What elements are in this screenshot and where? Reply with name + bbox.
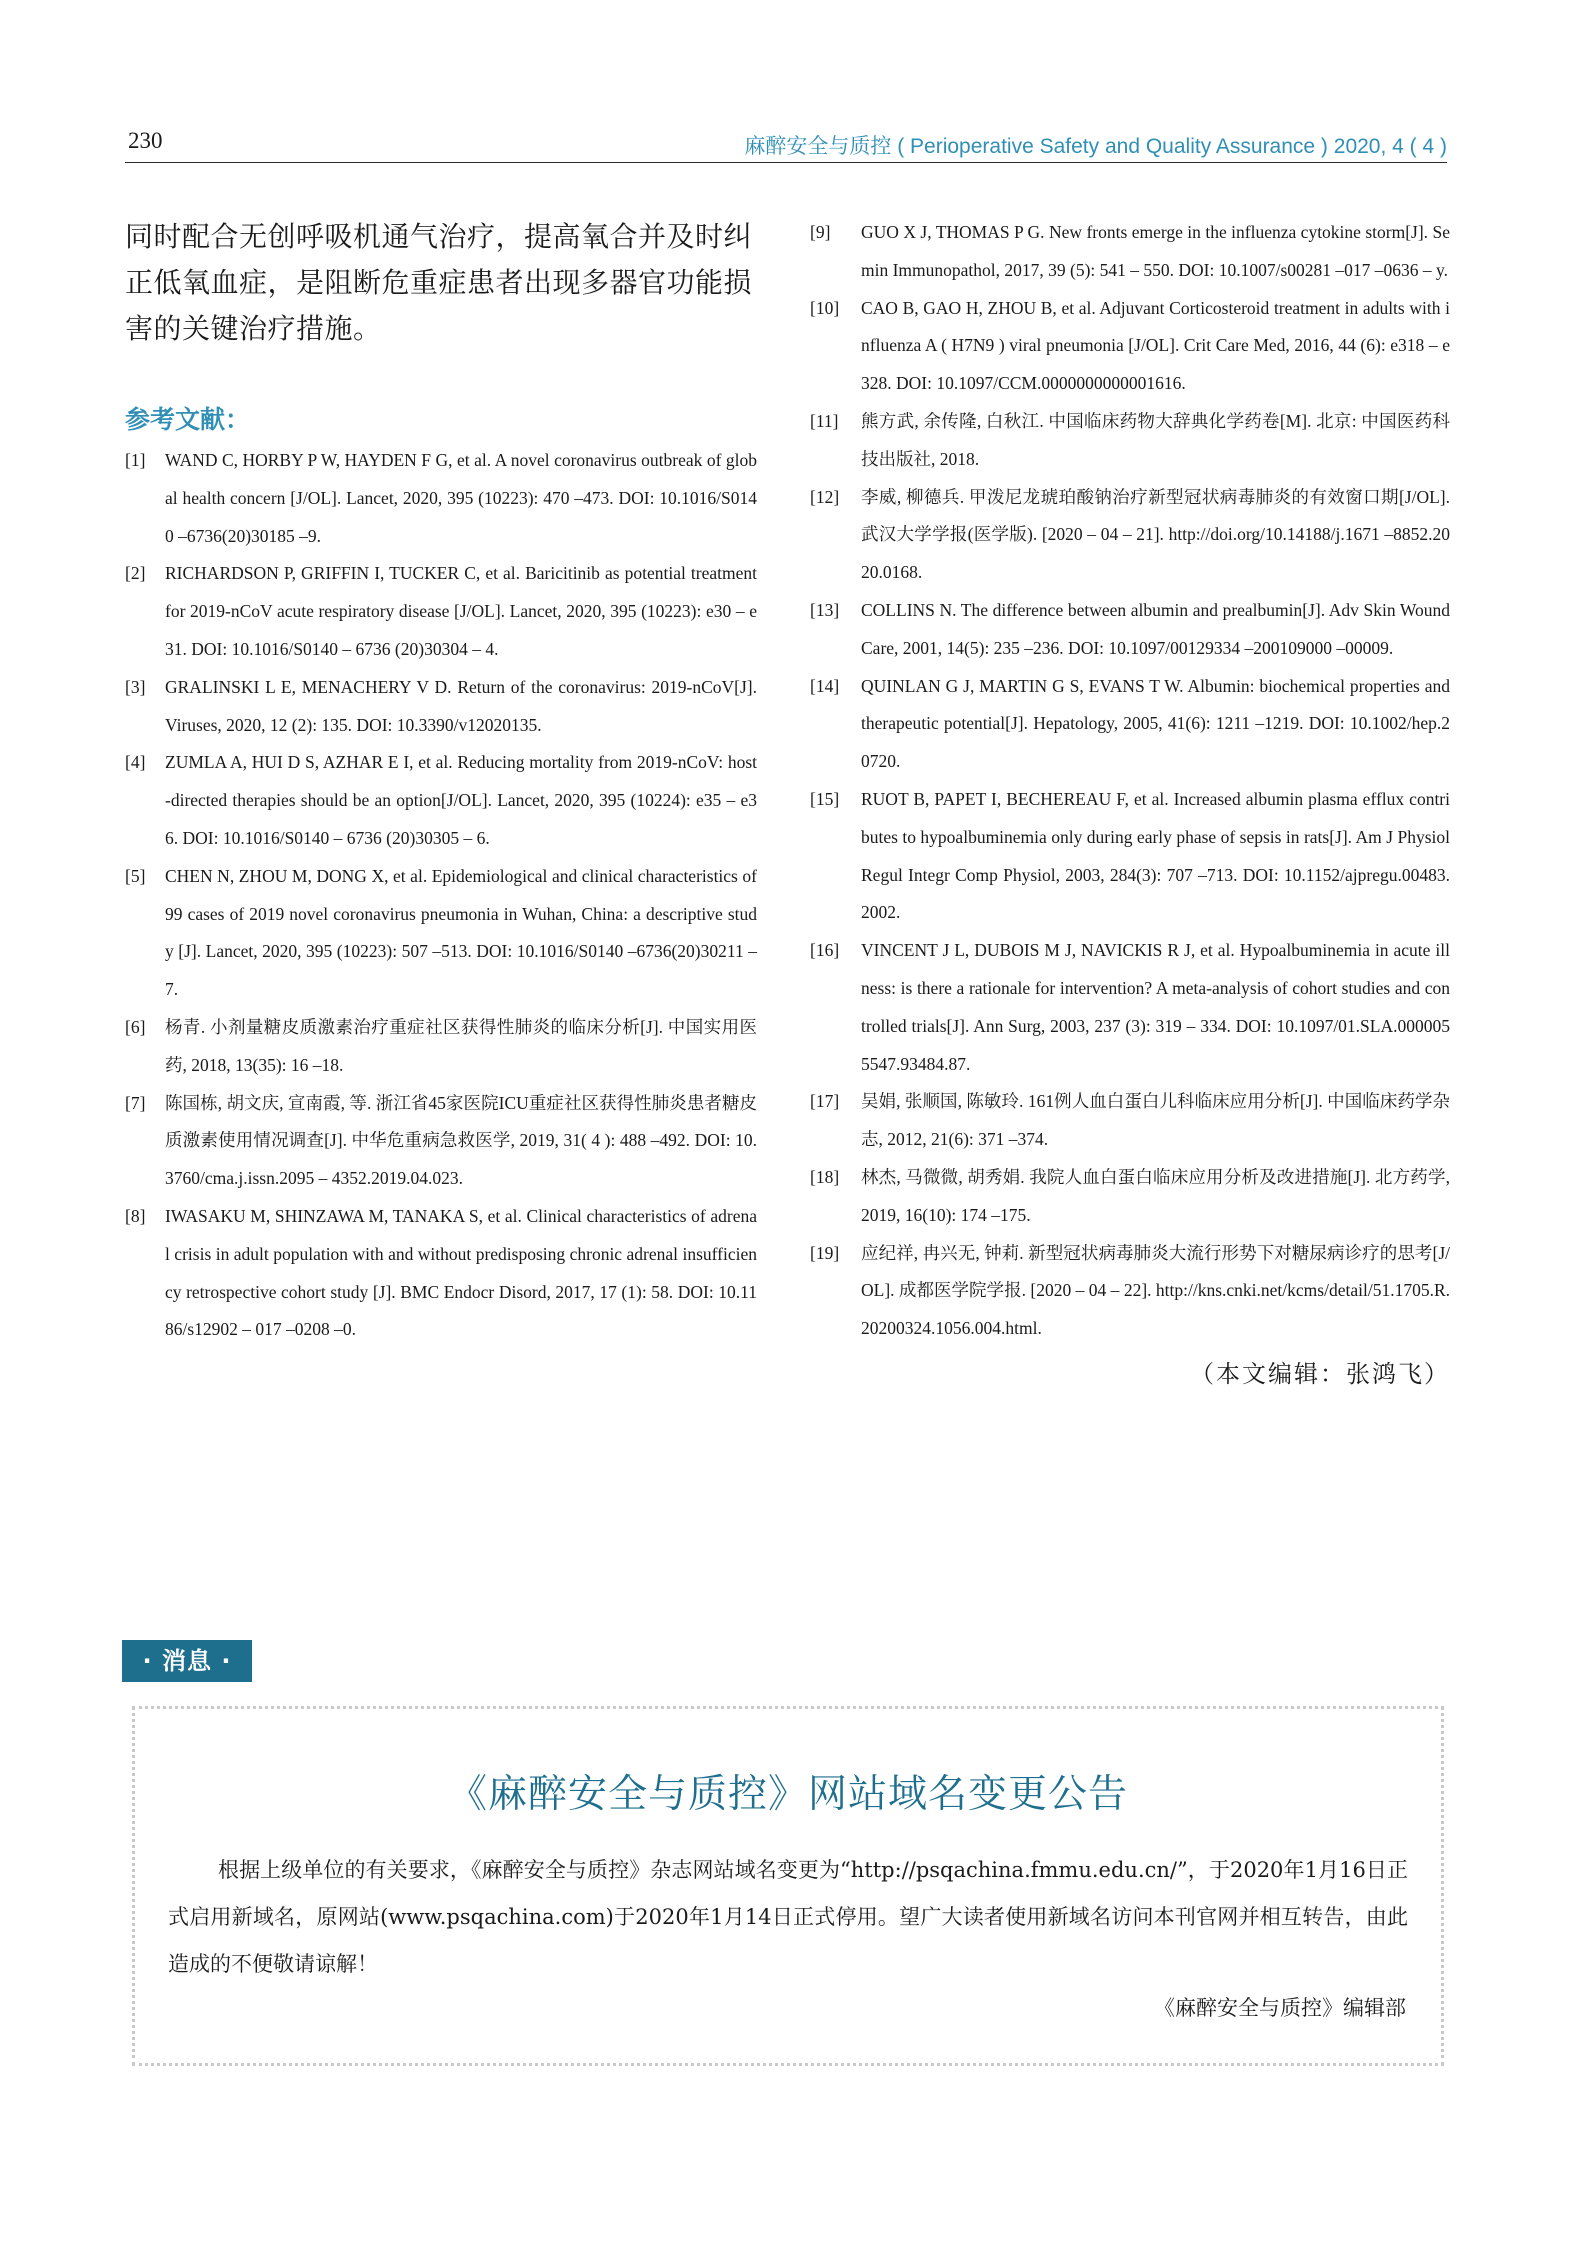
reference-text: 吴娟, 张顺国, 陈敏玲. 161例人血白蛋白儿科临床应用分析[J]. 中国临床药学杂志, 2012, 21(6): 371 –374. <box>861 1091 1450 1150</box>
page-header <box>125 118 1447 163</box>
left-column <box>125 214 757 1349</box>
reference-item <box>810 932 1450 1083</box>
reference-text: 陈国栋, 胡文庆, 宣南霞, 等. 浙江省45家医院ICU重症社区获得性肺炎患者糖皮质激素使用情况调查[J]. 中华危重病急救医学, 2019, 31( 4 ): 488 –492. DOI: 10.3760/cma.j.issn.2095 – 4352.2019.04.023. <box>165 1092 757 1189</box>
reference-number: [7] <box>125 1092 146 1113</box>
reference-item <box>810 668 1450 781</box>
reference-item <box>810 403 1450 479</box>
reference-item <box>125 858 757 1009</box>
reference-text: IWASAKU M, SHINZAWA M, TANAKA S, et al. Clinical characteristics of adrenal crisis in adult population with and without predisposing chronic adrenal insufficiency retrospective cohort study [J]. BMC Endocr Disord, 2017, 17 (1): 58. DOI: 10.1186/s12902 – 017 –0208 –0. <box>165 1205 757 1340</box>
reference-number: [5] <box>125 865 146 886</box>
reference-item <box>810 1235 1450 1348</box>
reference-text: 应纪祥, 冉兴无, 钟莉. 新型冠状病毒肺炎大流行形势下对糖尿病诊疗的思考[J/OL]. 成都医学院学报. [2020 – 04 – 22]. http://kns.cnki.net/kcms/detail/51.1705.R.20200324.1056.004.html. <box>861 1242 1450 1339</box>
reference-list-left <box>125 442 757 1349</box>
reference-number: [6] <box>125 1016 146 1037</box>
reference-item <box>125 744 757 857</box>
reference-number: [3] <box>125 676 146 697</box>
notice-body: 根据上级单位的有关要求，《麻醉安全与质控》杂志网站域名变更为“http://psqachina.fmmu.edu.cn/”，于2020年1月16日正式启用新域名，原网站(www.psqachina.com)于2020年1月14日正式停用。望广大读者使用新域名访问本刊官网并相互转告，由此造成的不便敬请谅解！ <box>168 1858 1408 1976</box>
notice-box <box>132 1706 1444 2066</box>
reference-item <box>810 592 1450 668</box>
reference-number: [10] <box>810 297 840 318</box>
news-tag: · 消息 · <box>122 1640 252 1682</box>
reference-number: [15] <box>810 788 840 809</box>
reference-number: [14] <box>810 675 840 696</box>
reference-text: CHEN N, ZHOU M, DONG X, et al. Epidemiological and clinical characteristics of 99 cases of 2019 novel coronavirus pneumonia in Wuhan, China: a descriptive study [J]. Lancet, 2020, 395 (10223): 507 –513. DOI: 10.1016/S0140 –6736(20)30211 –7. <box>165 865 757 1000</box>
reference-item <box>810 290 1450 403</box>
right-column <box>810 214 1450 1389</box>
reference-number: [17] <box>810 1091 840 1112</box>
reference-item <box>810 1083 1450 1159</box>
reference-number: [8] <box>125 1205 146 1226</box>
reference-text: ZUMLA A, HUI D S, AZHAR E I, et al. Reducing mortality from 2019-nCoV: host-directed therapies should be an option[J/OL]. Lancet, 2020, 395 (10224): e35 – e36. DOI: 10.1016/S0140 – 6736 (20)30305 – 6. <box>165 752 757 848</box>
intro-paragraph: 同时配合无创呼吸机通气治疗，提高氧合并及时纠正低氧血症，是阻断危重症患者出现多器官功能损害的关键治疗措施。 <box>125 220 753 345</box>
reference-item <box>125 1009 757 1085</box>
reference-text: RUOT B, PAPET I, BECHEREAU F, et al. Increased albumin plasma efflux contributes to hypoalbuminemia only during early phase of sepsis in rats[J]. Am J Physiol Regul Integr Comp Physiol, 2003, 284(3): 707 –713. DOI: 10.1152/ajpregu.00483.2002. <box>861 788 1450 923</box>
reference-text: COLLINS N. The difference between albumin and prealbumin[J]. Adv Skin Wound Care, 2001, 14(5): 235 –236. DOI: 10.1097/00129334 –200109000 –00009. <box>861 599 1450 658</box>
reference-item <box>810 214 1450 290</box>
reference-item <box>810 781 1450 932</box>
reference-item <box>810 1159 1450 1235</box>
reference-text: GRALINSKI L E, MENACHERY V D. Return of the coronavirus: 2019-nCoV[J]. Viruses, 2020, 12 (2): 135. DOI: 10.3390/v12020135. <box>165 676 757 735</box>
reference-text: 熊方武, 余传隆, 白秋江. 中国临床药物大辞典化学药卷[M]. 北京: 中国医药科技出版社, 2018. <box>861 410 1450 469</box>
notice-title: 《麻醉安全与质控》网站域名变更公告 <box>447 1772 1128 1817</box>
reference-item <box>125 555 757 668</box>
reference-item <box>125 669 757 745</box>
reference-text: QUINLAN G J, MARTIN G S, EVANS T W. Albumin: biochemical properties and therapeutic potential[J]. Hepatology, 2005, 41(6): 1211 –1219. DOI: 10.1002/hep.20720. <box>861 675 1450 772</box>
reference-list-right <box>810 214 1450 1348</box>
reference-item <box>125 1198 757 1349</box>
reference-text: GUO X J, THOMAS P G. New fronts emerge in the influenza cytokine storm[J]. Semin Immunopathol, 2017, 39 (5): 541 – 550. DOI: 10.1007/s00281 –017 –0636 – y. <box>861 222 1450 280</box>
reference-number: [4] <box>125 752 146 773</box>
notice-signature: 《麻醉安全与质控》编辑部 <box>1154 1996 1406 2020</box>
article-editor: （本文编辑：张鸿飞） <box>1190 1359 1450 1388</box>
references-heading: 参考文献： <box>125 405 251 434</box>
reference-text: 林杰, 马微微, 胡秀娟. 我院人血白蛋白临床应用分析及改进措施[J]. 北方药学, 2019, 16(10): 174 –175. <box>861 1166 1450 1225</box>
reference-number: [11] <box>810 410 839 431</box>
reference-number: [19] <box>810 1242 840 1263</box>
reference-number: [18] <box>810 1166 840 1187</box>
reference-number: [12] <box>810 486 840 507</box>
reference-number: [9] <box>810 222 831 242</box>
reference-number: [2] <box>125 563 146 584</box>
reference-item <box>125 442 757 555</box>
reference-number: [16] <box>810 940 840 961</box>
page-number: 230 <box>128 128 163 153</box>
reference-item <box>810 479 1450 592</box>
reference-text: CAO B, GAO H, ZHOU B, et al. Adjuvant Corticosteroid treatment in adults with influenza A ( H7N9 ) viral pneumonia [J/OL]. Crit Care Med, 2016, 44 (6): e318 – e328. DOI: 10.1097/CCM.0000000000001616. <box>861 297 1450 394</box>
reference-text: VINCENT J L, DUBOIS M J, NAVICKIS R J, et al. Hypoalbuminemia in acute illness: is there a rationale for intervention? A meta-analysis of cohort studies and controlled trials[J]. Ann Surg, 2003, 237 (3): 319 – 334. DOI: 10.1097/01.SLA.0000055547.93484.87. <box>861 940 1450 1074</box>
reference-text: 杨青. 小剂量糖皮质激素治疗重症社区获得性肺炎的临床分析[J]. 中国实用医药, 2018, 13(35): 16 –18. <box>165 1016 757 1075</box>
reference-text: WAND C, HORBY P W, HAYDEN F G, et al. A novel coronavirus outbreak of global health concern [J/OL]. Lancet, 2020, 395 (10223): 470 –473. DOI: 10.1016/S0140 –6736(20)30185 –9. <box>165 450 757 546</box>
reference-text: 李威, 柳德兵. 甲泼尼龙琥珀酸钠治疗新型冠状病毒肺炎的有效窗口期[J/OL]. 武汉大学学报(医学版). [2020 – 04 – 21]. http://doi.org/10.14188/j.1671 –8852.2020.0168. <box>861 486 1450 583</box>
reference-number: [1] <box>125 450 146 470</box>
reference-item <box>125 1085 757 1198</box>
reference-number: [13] <box>810 599 840 620</box>
journal-title: 麻醉安全与质控 ( Perioperative Safety and Quality Assurance ) 2020, 4 ( 4 ) <box>744 135 1447 158</box>
reference-text: RICHARDSON P, GRIFFIN I, TUCKER C, et al. Baricitinib as potential treatment for 2019-nCoV acute respiratory disease [J/OL]. Lancet, 2020, 395 (10223): e30 – e31. DOI: 10.1016/S0140 – 6736 (20)30304 – 4. <box>165 563 757 659</box>
